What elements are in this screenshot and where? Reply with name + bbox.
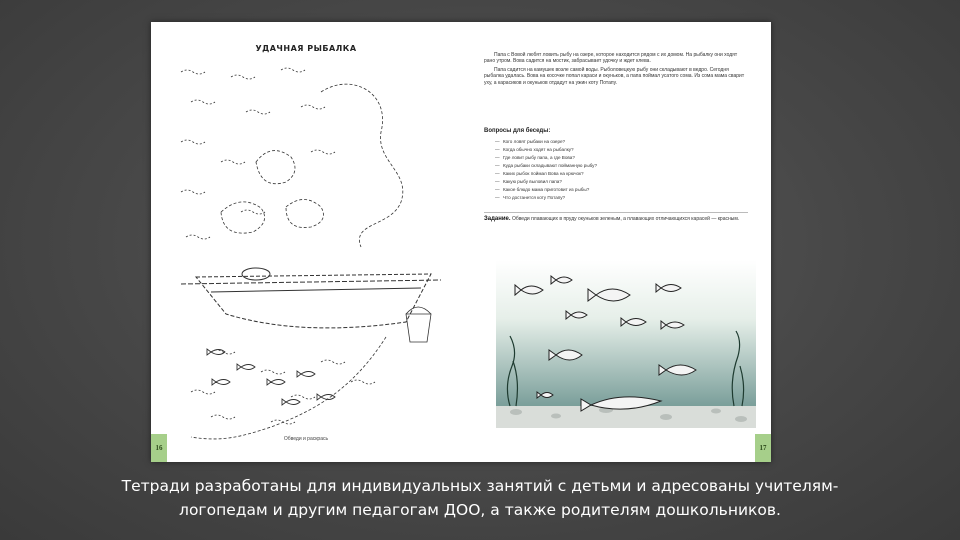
questions-title: Вопросы для беседы: [484,128,551,134]
page-number-right: 17 [755,434,771,462]
fishing-line [321,84,403,247]
question-item: — Кого ловят рыбаки на озере? [495,138,745,146]
task-label: Задание. [484,216,511,222]
question-item: — Каких рыбок поймал Вова на крючок? [495,170,745,178]
divider [484,212,748,213]
slide-caption-line: Тетради разработаны для индивидуальных занятий с детьми и адресованы учителям- [121,477,839,495]
workbook-spread [151,22,771,462]
question-item: — Где ловит рыбу папа, а где Вова? [495,154,745,162]
intro-paragraph: Папа с Вовой любят ловить рыбу на озере, которое находится рядом с их домом. На рыбалку они ходят рано утром. Вова садится на мостик, забрасывает удочку и ждет клева. [484,52,738,65]
pond-fish-illustration [496,260,756,428]
task-text: Обведи плавающих в пруду окуньков зеленым, а плавающих отличающихся карасей — красным. [511,216,740,222]
water-ripples [181,68,375,424]
slide-caption-line: логопедам и другим педагогам ДОО, а также родителям дошкольников. [179,501,781,519]
page-title: УДАЧНАЯ РЫБАЛКА [255,44,357,53]
task-instruction [484,216,754,222]
intro-paragraph: Папа садится на камушек возле самой воды. Рыболовецкую рыбу они складывают в ведро. Сегодня рыбалка удалась. Вова на косочке попал караси и окуньков, а папа поймал усатого сома. Из сома мама сварит уху, а карасиков и окуньков отдадут на ужин коту Потапу. [484,66,745,86]
small-fishes [207,349,335,405]
questions-list [495,138,745,202]
question-item: — Куда рыбаки складывают пойманную рыбу? [495,162,745,170]
shoreline [191,337,386,439]
question-item: — Когда обычно ходят на рыбалку? [495,146,745,154]
left-page [151,22,461,462]
intro-text [484,52,748,88]
slide-caption [0,474,960,522]
bucket [406,307,431,342]
boat [181,268,441,328]
rocks [221,151,323,234]
question-item: — Какую рыбу выловил папа? [495,178,745,186]
page-number-left: 16 [151,434,167,462]
question-item: — Что достанется коту Потапу? [495,194,745,202]
illustration-caption: Обведи и раскрась [283,436,329,442]
question-item: — Какое блюдо мама приготовит из рыбы? [495,186,745,194]
fishing-scene-illustration [151,52,461,452]
